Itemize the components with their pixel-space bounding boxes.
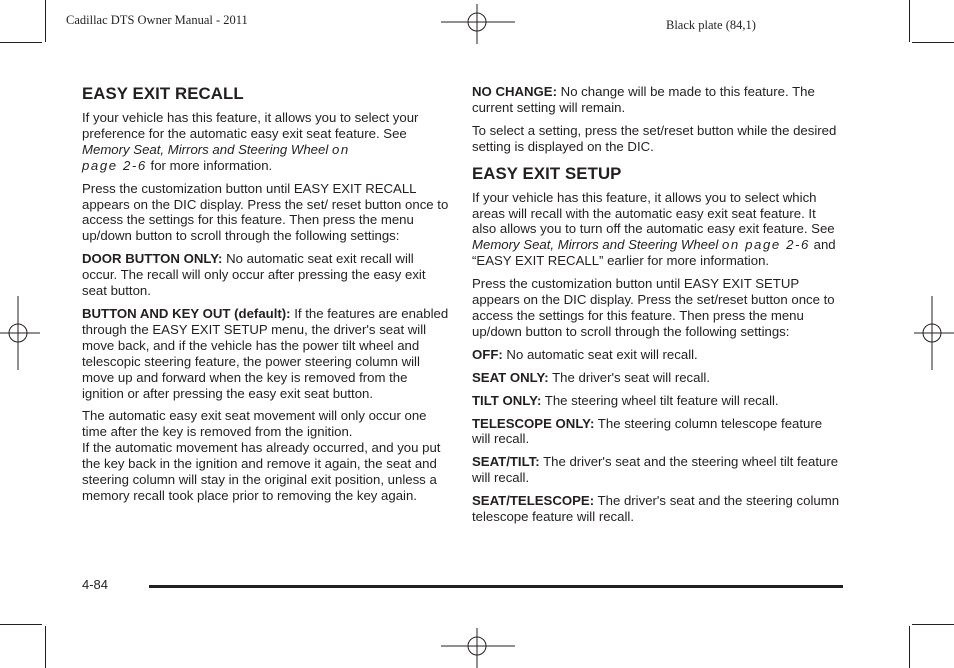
section-heading-easy-exit-recall: EASY EXIT RECALL <box>82 84 244 103</box>
setting-label: TELESCOPE ONLY: <box>472 415 595 431</box>
setting-description: The steering column telescope feature will recall. <box>472 415 823 447</box>
manual-title: Cadillac DTS Owner Manual - 2011 <box>66 13 248 27</box>
paragraph: To select a setting, press the set/reset button while the desired setting is displayed on the DIC. <box>472 122 837 154</box>
right-column <box>472 84 840 532</box>
setting-item <box>472 454 840 486</box>
cross-reference-on: on <box>721 237 740 253</box>
cross-reference-link[interactable]: Memory Seat, Mirrors and Steering Wheel <box>82 141 329 157</box>
paragraph: Press the customization button until EASY EXIT SETUP appears on the DIC display. Press the set/reset button once to access the settings for this feature. Then press the menu up/down button to scroll through the following settings: <box>472 276 835 339</box>
text: and “EASY EXIT RECALL” earlier for more information. <box>472 237 836 269</box>
crop-mark <box>912 624 954 625</box>
setting-item <box>472 370 840 386</box>
paragraph: If the automatic movement has already occurred, and you put the key back in the ignition and remove it again, the seat and steering column will stay in the original exit position, unless a memory recall took place prior to removing the key again. <box>82 440 441 503</box>
text: If your vehicle has this feature, it allows you to select your preference for the automatic easy exit seat feature. See <box>82 110 419 141</box>
crop-mark <box>0 624 42 625</box>
paragraph: Press the customization button until EASY EXIT RECALL appears on the DIC display. Press the set/ reset button once to access the settings for this feature. Then press the menu up/down button to scroll through the following settings: <box>82 180 449 244</box>
setting-description: The driver's seat and the steering wheel tilt feature will recall. <box>472 454 839 486</box>
cross-reference-page[interactable]: page 2-6 <box>745 237 810 253</box>
setting-label: SEAT/TILT: <box>472 454 540 470</box>
setting-description: No automatic seat exit recall will occur. The recall will only occur after pressing the easy exit seat button. <box>82 251 426 299</box>
page-number: 4-84 <box>82 577 109 592</box>
setting-item <box>472 493 840 525</box>
setting-item <box>472 416 840 448</box>
text: for more information. <box>146 157 273 173</box>
crop-mark <box>45 626 46 668</box>
section-heading-easy-exit-setup: EASY EXIT SETUP <box>472 163 622 183</box>
registration-mark-bottom <box>441 628 515 668</box>
setting-item <box>82 251 450 299</box>
setting-description: The steering wheel tilt feature will recall. <box>541 392 779 408</box>
setting-description: No change will be made to this feature. The current setting will remain. <box>472 84 815 115</box>
setting-label: TILT ONLY: <box>472 392 542 408</box>
registration-mark-right <box>914 296 954 370</box>
setting-label: OFF: <box>472 346 503 362</box>
setting-item <box>82 306 450 401</box>
cross-reference-page[interactable]: page 2-6 <box>82 157 147 173</box>
crop-mark <box>909 0 910 42</box>
text: If your vehicle has this feature, it allows you to select which areas will recall with the automatic easy exit seat feature. It also allows you to turn off the automatic easy exit feature. See <box>472 189 835 237</box>
registration-mark-top <box>441 4 515 44</box>
left-column <box>82 84 450 511</box>
setting-label: SEAT ONLY: <box>472 369 549 385</box>
setting-description: No automatic seat exit will recall. <box>502 346 698 362</box>
setting-description: The driver's seat and the steering column telescope feature will recall. <box>472 493 840 525</box>
paragraph <box>82 110 450 174</box>
crop-mark <box>45 0 46 42</box>
setting-description: The driver's seat will recall. <box>548 369 711 385</box>
plate-label: Black plate (84,1) <box>666 18 756 32</box>
setting-item <box>472 84 840 116</box>
cross-reference-link[interactable]: Memory Seat, Mirrors and Steering Wheel <box>472 237 719 253</box>
registration-mark-left <box>0 296 40 370</box>
setting-label: NO CHANGE: <box>472 84 557 99</box>
paragraph <box>472 190 840 270</box>
footer-rule <box>149 585 843 588</box>
setting-item <box>472 347 840 363</box>
setting-label: SEAT/TELESCOPE: <box>472 493 595 509</box>
setting-label: DOOR BUTTON ONLY: <box>82 251 223 267</box>
paragraph: The automatic easy exit seat movement will only occur one time after the key is removed from the ignition. <box>82 408 427 440</box>
crop-mark <box>909 626 910 668</box>
cross-reference-on: on <box>331 141 350 157</box>
setting-description: If the features are enabled through the EASY EXIT SETUP menu, the driver's seat will move back, and if the vehicle has the power tilt wheel and telescopic steering feature, the power steering column will move up and forward when the key is removed from the ignition or after pressing the easy exit seat button. <box>82 305 449 401</box>
setting-item <box>472 393 840 409</box>
crop-mark <box>912 42 954 43</box>
setting-label: BUTTON AND KEY OUT (default): <box>82 305 291 321</box>
crop-mark <box>0 42 42 43</box>
